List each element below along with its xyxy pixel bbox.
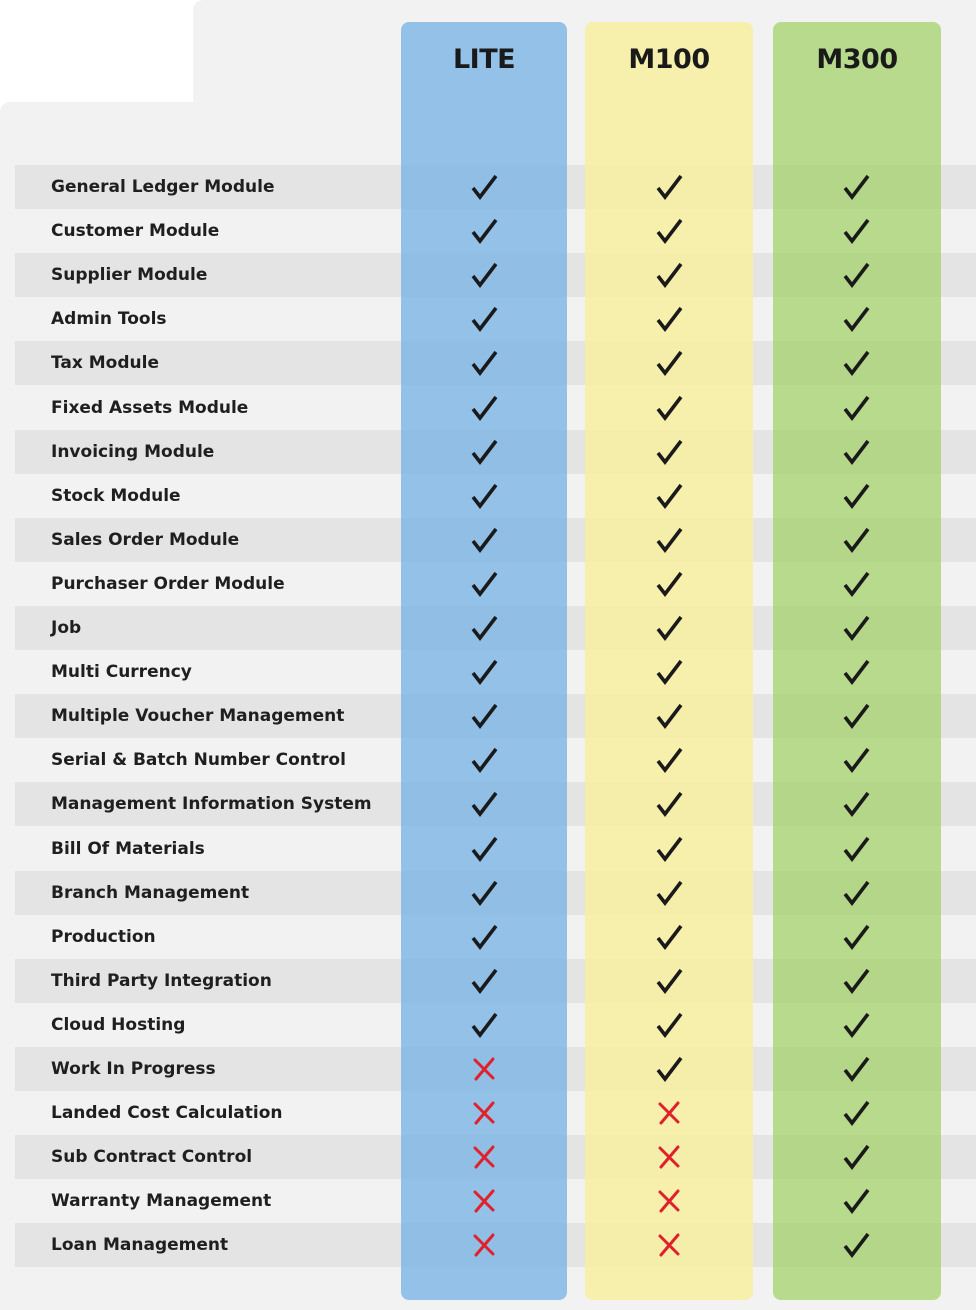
checkmark-icon (840, 833, 872, 865)
checkmark-icon (840, 1141, 872, 1173)
table-row (15, 694, 976, 738)
cross-icon (653, 1097, 685, 1129)
checkmark-icon (840, 347, 872, 379)
checkmark-icon (840, 303, 872, 335)
feature-label: General Ledger Module (51, 177, 275, 197)
table-row (15, 1047, 976, 1091)
table-row (15, 518, 976, 562)
feature-label: Stock Module (51, 486, 181, 506)
table-row (15, 738, 976, 782)
feature-label: Tax Module (51, 353, 159, 373)
table-row (15, 1003, 976, 1047)
table-row (15, 827, 976, 871)
feature-label: Serial & Batch Number Control (51, 750, 346, 770)
feature-label: Work In Progress (51, 1059, 216, 1079)
checkmark-icon (653, 524, 685, 556)
cross-icon (653, 1141, 685, 1173)
table-row (15, 1135, 976, 1179)
checkmark-icon (653, 259, 685, 291)
feature-label: Sub Contract Control (51, 1147, 253, 1167)
checkmark-icon (840, 612, 872, 644)
checkmark-icon (653, 1009, 685, 1041)
checkmark-icon (653, 171, 685, 203)
checkmark-icon (653, 833, 685, 865)
checkmark-icon (468, 392, 500, 424)
cross-icon (653, 1185, 685, 1217)
table-row (15, 782, 976, 826)
checkmark-icon (840, 700, 872, 732)
checkmark-icon (840, 921, 872, 953)
checkmark-icon (468, 656, 500, 688)
table-row (15, 606, 976, 650)
cross-icon (468, 1097, 500, 1129)
cross-icon (653, 1229, 685, 1261)
checkmark-icon (653, 612, 685, 644)
checkmark-icon (468, 833, 500, 865)
cross-icon (468, 1185, 500, 1217)
checkmark-icon (840, 877, 872, 909)
checkmark-icon (468, 877, 500, 909)
checkmark-icon (468, 524, 500, 556)
checkmark-icon (653, 436, 685, 468)
checkmark-icon (468, 568, 500, 600)
checkmark-icon (653, 215, 685, 247)
cross-icon (468, 1141, 500, 1173)
table-row (15, 165, 976, 209)
checkmark-icon (468, 965, 500, 997)
cross-icon (468, 1229, 500, 1261)
column-title-lite: LITE (452, 44, 516, 75)
feature-label: Multiple Voucher Management (51, 706, 345, 726)
table-row (15, 209, 976, 253)
table-row (15, 474, 976, 518)
table-row (15, 1179, 976, 1223)
checkmark-icon (653, 656, 685, 688)
table-row (15, 1223, 976, 1267)
feature-label: Warranty Management (51, 1191, 272, 1211)
table-row (15, 386, 976, 430)
cross-icon (468, 1053, 500, 1085)
checkmark-icon (840, 744, 872, 776)
checkmark-icon (468, 612, 500, 644)
feature-label: Bill Of Materials (51, 839, 205, 859)
table-row (15, 430, 976, 474)
checkmark-icon (468, 1009, 500, 1041)
checkmark-icon (468, 921, 500, 953)
checkmark-icon (840, 656, 872, 688)
checkmark-icon (653, 480, 685, 512)
table-row (15, 562, 976, 606)
feature-label: Customer Module (51, 221, 220, 241)
checkmark-icon (840, 1009, 872, 1041)
feature-label: Fixed Assets Module (51, 398, 249, 418)
checkmark-icon (840, 524, 872, 556)
checkmark-icon (840, 259, 872, 291)
feature-label: Third Party Integration (51, 971, 272, 991)
column-title-m300: M300 (816, 44, 898, 75)
checkmark-icon (653, 303, 685, 335)
checkmark-icon (653, 392, 685, 424)
checkmark-icon (468, 259, 500, 291)
checkmark-icon (653, 921, 685, 953)
table-row (15, 871, 976, 915)
checkmark-icon (653, 788, 685, 820)
checkmark-icon (653, 877, 685, 909)
feature-label: Cloud Hosting (51, 1015, 186, 1035)
checkmark-icon (840, 392, 872, 424)
checkmark-icon (653, 347, 685, 379)
checkmark-icon (653, 965, 685, 997)
feature-label: Purchaser Order Module (51, 574, 285, 594)
checkmark-icon (468, 171, 500, 203)
table-row (15, 297, 976, 341)
table-row (15, 1091, 976, 1135)
table-row (15, 915, 976, 959)
checkmark-icon (840, 436, 872, 468)
feature-label: Supplier Module (51, 265, 208, 285)
checkmark-icon (840, 568, 872, 600)
feature-label: Production (51, 927, 156, 947)
table-row (15, 650, 976, 694)
checkmark-icon (468, 480, 500, 512)
feature-label: Sales Order Module (51, 530, 240, 550)
table-row (15, 341, 976, 385)
checkmark-icon (653, 568, 685, 600)
checkmark-icon (840, 215, 872, 247)
feature-label: Job (51, 618, 82, 638)
checkmark-icon (468, 215, 500, 247)
checkmark-icon (840, 788, 872, 820)
checkmark-icon (840, 1185, 872, 1217)
table-row (15, 959, 976, 1003)
checkmark-icon (653, 1053, 685, 1085)
feature-label: Invoicing Module (51, 442, 215, 462)
feature-label: Management Information System (51, 794, 372, 814)
checkmark-icon (840, 1053, 872, 1085)
checkmark-icon (468, 347, 500, 379)
feature-label: Loan Management (51, 1235, 229, 1255)
checkmark-icon (840, 480, 872, 512)
checkmark-icon (840, 171, 872, 203)
feature-label: Multi Currency (51, 662, 192, 682)
checkmark-icon (840, 1097, 872, 1129)
checkmark-icon (840, 965, 872, 997)
checkmark-icon (468, 788, 500, 820)
checkmark-icon (468, 744, 500, 776)
checkmark-icon (468, 303, 500, 335)
checkmark-icon (468, 700, 500, 732)
checkmark-icon (840, 1229, 872, 1261)
table-row (15, 253, 976, 297)
column-title-m100: M100 (628, 44, 710, 75)
checkmark-icon (468, 436, 500, 468)
feature-label: Branch Management (51, 883, 250, 903)
feature-label: Admin Tools (51, 309, 167, 329)
checkmark-icon (653, 700, 685, 732)
feature-label: Landed Cost Calculation (51, 1103, 283, 1123)
checkmark-icon (653, 744, 685, 776)
